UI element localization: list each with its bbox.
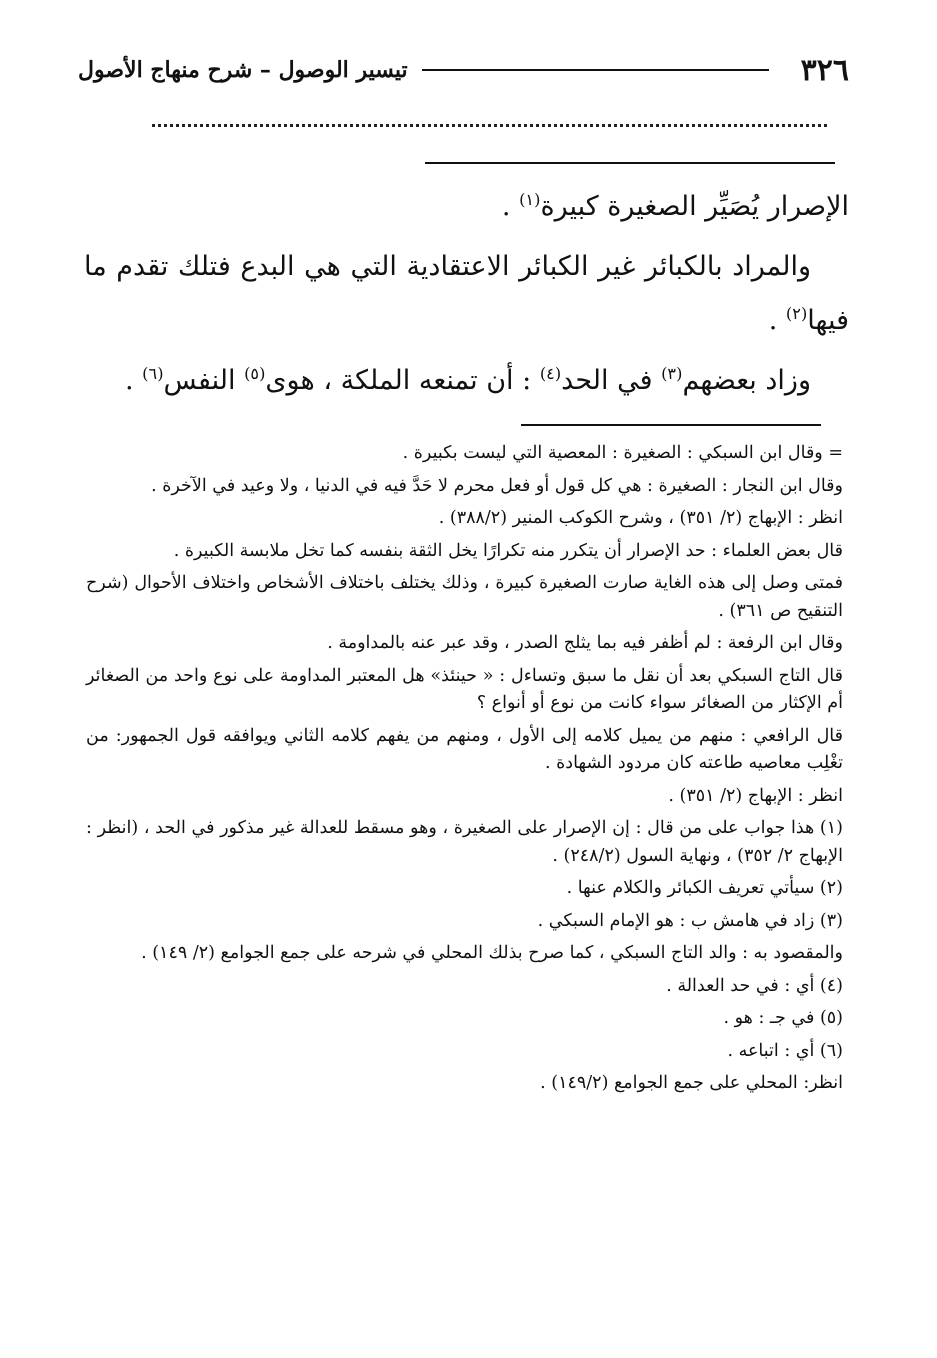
footnote-5: (٥) في جـ : هو . (723, 1008, 843, 1028)
footnote-6: (٦) أي : اتباعه . (727, 1040, 843, 1061)
main-paragraph-3 (84, 354, 849, 408)
footnotes-rule (521, 424, 821, 426)
main-paragraph-2-end: . (768, 305, 786, 336)
running-title: تيسير الوصول – شرح منهاج الأصول (78, 57, 408, 83)
footnote-line: فمتى وصل إلى هذه الغاية صارت الصغيرة كبيرة ، وذلك يختلف باختلاف الأشخاص واختلاف الأحوال (شرح التنقيح ص ٣٦١) . (86, 573, 843, 621)
footnote-1: (١) هذا جواب على من قال : إن الإصرار على الصغيرة ، وهو مسقط للعدالة غير مذكور في الحد ، (انظر : الإبهاج ٢/ ٣٥٢) ، ونهاية السول (٢٤٨/٢) . (86, 818, 843, 866)
footnote-ref-1: (١) (519, 190, 541, 209)
main-paragraph-3-part-c: : أن تمنعه الملكة ، هوى (265, 365, 540, 396)
main-paragraph-3-part-a: وزاد بعضهم (682, 365, 811, 396)
main-paragraph-2-text: والمراد بالكبائر غير الكبائر الاعتقادية التي هي البدع فتلك تقدم ما فيها (84, 251, 849, 336)
footnote-ref-5: (٥) (244, 364, 266, 383)
footnote-3: (٣) زاد في هامش ب : هو الإمام السبكي . (537, 910, 843, 931)
main-line-1-end: . (501, 191, 520, 222)
footnote-line: وقال ابن الرفعة : لم أظفر فيه بما يثلج الصدر ، وقد عبر عنه بالمداومة . (327, 633, 843, 653)
footnote-line: = وقال ابن السبكي : الصغيرة : المعصية التي ليست بكبيرة . (402, 443, 843, 463)
footnote-line: قال التاج السبكي بعد أن نقل ما سبق وتساءل : « حينئذ» هل المعتبر المداومة على نوع واحد من الصغائر أم الإكثار من الصغائر سواء كانت من نوع أو أنواع ؟ (86, 665, 843, 713)
main-line-1 (84, 180, 849, 234)
footnotes (86, 440, 843, 1103)
footnote-3-continued: والمقصود به : والد التاج السبكي ، كما صرح بذلك المحلي في شرحه على جمع الجوامع (٢/ ١٤٩) . (141, 943, 843, 963)
footnote-line: انظر : الإبهاج (٢/ ٣٥١) . (668, 785, 843, 806)
main-paragraph-3-part-d: النفس (163, 365, 245, 396)
footnote-6-continued: انظر: المحلي على جمع الجوامع (١٤٩/٢) . (540, 1073, 843, 1093)
footnote-line: وقال ابن النجار : الصغيرة : هي كل قول أو فعل محرم لا حَدَّ فيه في الدنيا ، ولا وعيد في الآخرة . (151, 475, 843, 496)
dotted-separator (152, 124, 827, 127)
main-paragraph-3-part-b: في الحد (561, 365, 662, 396)
main-line-1-text: الإصرار يُصَيِّر الصغيرة كبيرة (540, 191, 849, 222)
main-paragraph-3-end: . (124, 365, 143, 396)
footnote-line: انظر : الإبهاج (٢/ ٣٥١) ، وشرح الكوكب المنير (٣٨٨/٢) . (438, 508, 843, 528)
footnote-2: (٢) سيأتي تعريف الكبائر والكلام عنها . (566, 878, 843, 898)
page-header (78, 48, 849, 92)
main-text (84, 180, 849, 414)
footnote-ref-2: (٢) (785, 304, 808, 323)
header-rule (422, 69, 769, 71)
footnote-ref-6: (٦) (142, 364, 164, 383)
footnote-line: قال الرافعي : منهم من يميل كلامه إلى الأول ، ومنهم من يفهم كلامه الثاني ويوافقه قول الجمهور: من تغْلِب معاصيه طاعته كان مردود الشهادة . (86, 725, 843, 773)
main-paragraph-2 (84, 240, 849, 348)
footnote-ref-3: (٣) (661, 364, 683, 383)
footnote-4: (٤) أي : في حد العدالة . (666, 975, 843, 996)
footnote-line: قال بعض العلماء : حد الإصرار أن يتكرر منه تكرارًا يخل الثقة بنفسه كما تخل ملابسة الكبيرة . (173, 540, 843, 561)
page-number: ٣٢٦ (800, 52, 849, 88)
top-rule (425, 162, 835, 164)
footnote-ref-4: (٤) (539, 364, 562, 383)
